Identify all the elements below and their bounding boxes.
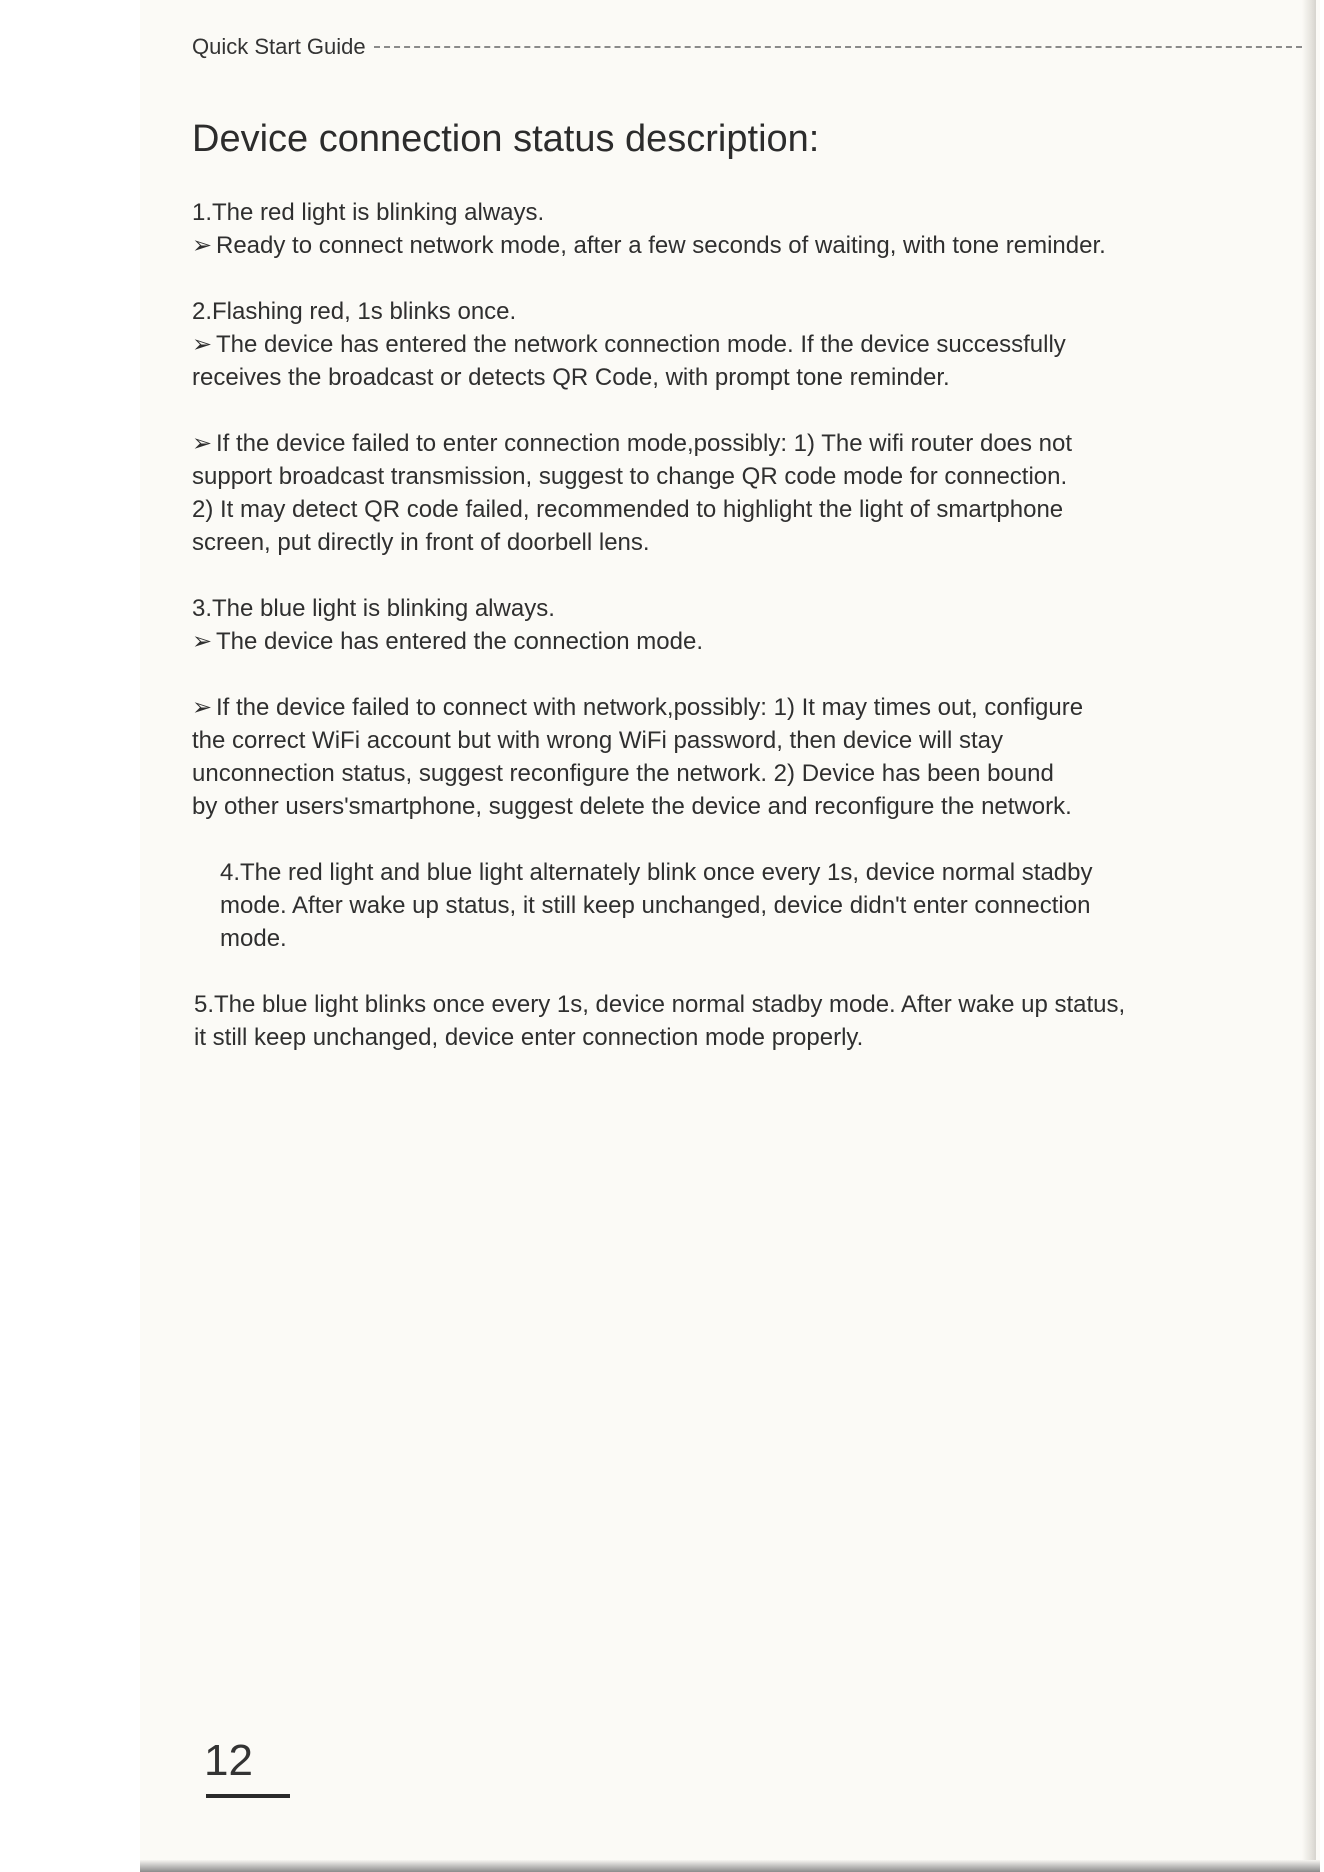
running-header: [192, 34, 1302, 60]
page-number: 12: [204, 1736, 253, 1785]
section-3-bullet: ➢ The device has entered the connection mode.: [192, 625, 1304, 658]
section-2-failure-line-2: support broadcast transmission, suggest to change QR code mode for connection.: [192, 463, 1068, 490]
section-4-line-2: mode. After wake up status, it still keep unchanged, device didn't enter connection: [220, 892, 1091, 919]
page-title: Device connection status description:: [192, 118, 820, 160]
section-2-heading: 2.Flashing red, 1s blinks once.: [192, 298, 517, 325]
arrow-bullet-icon: ➢: [192, 430, 213, 457]
section-3-heading: 3.The blue light is blinking always.: [192, 595, 555, 622]
header-label: Quick Start Guide: [192, 34, 366, 59]
section-3-failure-line-1: ➢ If the device failed to connect with network,possibly: 1) It may times out, configure: [192, 691, 1304, 724]
section-2-bullet-line-1: ➢ The device has entered the network connection mode. If the device successfully: [192, 328, 1304, 361]
section-2-failure-line-4: screen, put directly in front of doorbell lens.: [192, 529, 650, 556]
page-number-underline: [206, 1794, 290, 1798]
section-5: [194, 988, 1304, 1054]
section-4: [210, 856, 1304, 955]
section-4-line-1: 4.The red light and blue light alternately blink once every 1s, device normal stadby: [220, 859, 1093, 886]
section-2-failure-line-1: ➢ If the device failed to enter connection mode,possibly: 1) The wifi router does not: [192, 427, 1304, 460]
section-2-bullet-line-2: receives the broadcast or detects QR Code, with prompt tone reminder.: [192, 364, 950, 391]
status-descriptions: [192, 196, 1304, 1054]
section-5-line-1: 5.The blue light blinks once every 1s, device normal stadby mode. After wake up status,: [194, 991, 1126, 1018]
arrow-bullet-icon: ➢: [192, 628, 213, 655]
section-5-line-2: it still keep unchanged, device enter connection mode properly.: [194, 1024, 864, 1051]
page-bottom-edge: [140, 1860, 1320, 1872]
section-1-heading: 1.The red light is blinking always.: [192, 199, 545, 226]
section-2-failure-line-3: 2) It may detect QR code failed, recommended to highlight the light of smartphone: [192, 496, 1064, 523]
arrow-bullet-icon: ➢: [192, 331, 213, 358]
section-3-failure-line-4: by other users'smartphone, suggest delete the device and reconfigure the network.: [192, 793, 1072, 820]
section-3-failure-line-3: unconnection status, suggest reconfigure the network. 2) Device has been bound: [192, 760, 1054, 787]
section-3-failure-line-2: the correct WiFi account but with wrong WiFi password, then device will stay: [192, 727, 1003, 754]
section-4-line-3: mode.: [220, 925, 287, 952]
page-spine-shadow: [1302, 0, 1316, 1872]
header-dashed-rule: [374, 46, 1302, 48]
section-1-bullet: ➢ Ready to connect network mode, after a few seconds of waiting, with tone reminder.: [192, 229, 1304, 262]
arrow-bullet-icon: ➢: [192, 232, 213, 259]
arrow-bullet-icon: ➢: [192, 694, 213, 721]
manual-page: [140, 0, 1320, 1872]
